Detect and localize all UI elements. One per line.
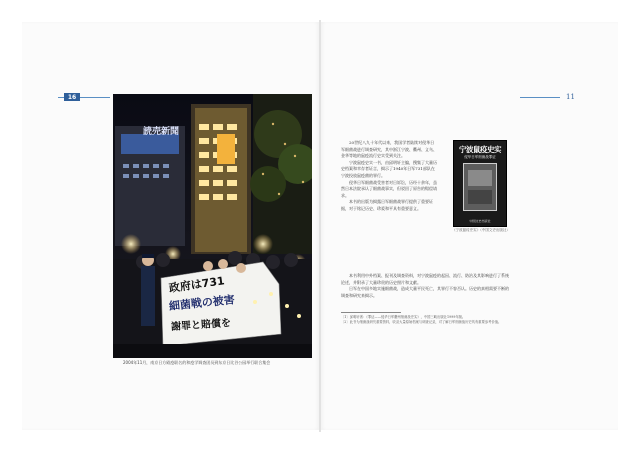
paragraph: 20世纪八九十年代以来，我国学者陆续对侵华日军细菌战进行调查研究，其中浙江宁波、衢州、义乌、金华等地的鼠疫流行史实受到关注。 — [341, 140, 437, 159]
paragraph: 宁波鼠疫史实一书，由邱明轩主编，搜集了大量历史档案和幸存者证言，揭示了1940年日军731部队在宁波投放鼠疫菌的罪行。 — [341, 159, 437, 178]
paragraph: 侵华日军细菌战受害者对日诉讼，历经十余年，虽然日本法院承认了细菌战事实，但驳回了原告的赔偿请求。 — [341, 179, 437, 198]
neon-sign: 読売新聞 — [143, 127, 180, 137]
footnote: 〔2〕此书为细菌战研究重要资料，收录大量原始档案与调查记录，对了解日军细菌战历史具有重要参考价值。 — [341, 320, 502, 325]
footnote: 〔1〕邱明轩著：《罪证——侵华日军衢州细菌战史实》，中国三峡出版社1999年版。 — [341, 315, 466, 319]
book-cover-photo-icon — [464, 164, 496, 210]
banner-line-3: 謝罪と賠償を — [170, 317, 232, 333]
banner-line-1: 政府は731 — [168, 274, 226, 295]
right-page-number: 11 — [566, 93, 575, 101]
photo-caption: 2004年11月，南京日方殿疫联名的和疫学调查团员到东京日比谷公园举行联合集会 — [123, 360, 271, 365]
footnote-rule — [341, 312, 401, 313]
left-page-number — [64, 93, 80, 101]
body-text-column — [341, 140, 438, 213]
banner-line-2: 細菌戦の被害 — [168, 293, 236, 313]
book-publisher: 中国文史出版社 — [469, 219, 491, 223]
paragraph: 日军在中国多地实施细菌战，造成大量平民死亡，其罪行不容否认。历史的真相需要不断的调查和研究来揭示。 — [341, 286, 509, 298]
protest-photo — [113, 94, 312, 358]
body-text-full — [341, 273, 511, 299]
book-subtitle: 侵华日军细菌战罪证 — [464, 155, 496, 159]
book-cover — [453, 140, 507, 227]
book-title: 宁波鼠疫史实 — [459, 145, 501, 154]
page-gutter — [319, 20, 321, 432]
paragraph: 本书的出版为揭露日军细菌战罪行提供了重要证据，对于铭记历史、珍爱和平具有重要意义。 — [341, 199, 433, 211]
right-header-rule — [520, 97, 560, 98]
footnotes — [341, 315, 513, 325]
left-page-number-text: 16 — [67, 93, 77, 101]
book-caption: 《宁波鼠疫史实》（中国文史出版社） — [452, 228, 510, 232]
paragraph: 本书利用中外档案、报刊及调查资料，对宁波鼠疫的起因、流行、防治及其影响进行了系统论述，并附录了大量珍贵的历史照片和文献。 — [341, 273, 509, 285]
book-cover-image — [463, 163, 497, 211]
